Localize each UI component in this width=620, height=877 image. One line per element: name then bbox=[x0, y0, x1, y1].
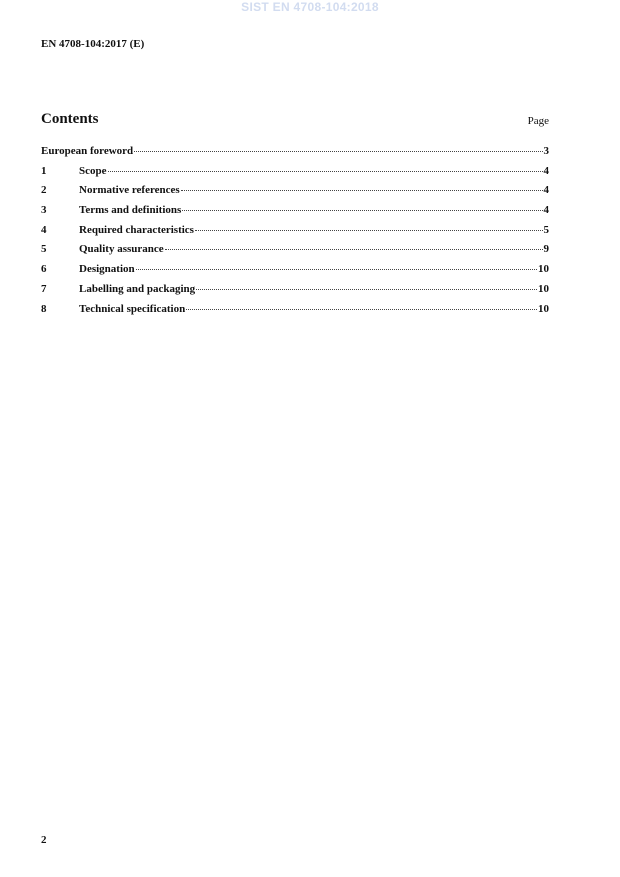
toc-entry-page: 5 bbox=[543, 223, 549, 236]
watermark: SIST EN 4708-104:2018 bbox=[241, 0, 379, 14]
toc-entry-number: 4 bbox=[41, 223, 47, 236]
toc-leader-dots bbox=[108, 171, 543, 172]
toc-entry-title: Terms and definitions bbox=[79, 204, 182, 217]
toc-entry-number: 3 bbox=[41, 204, 47, 217]
toc-entry-title: European foreword bbox=[41, 145, 134, 157]
toc-entry-page: 4 bbox=[543, 204, 549, 217]
toc-leader-dots bbox=[186, 309, 537, 310]
toc-entry-title: Technical specification bbox=[79, 302, 186, 315]
toc-entry-title: Scope bbox=[79, 164, 107, 177]
toc-entry-title: Required characteristics bbox=[79, 223, 194, 236]
toc-entry-required-characteristics[interactable] bbox=[41, 224, 549, 244]
page-number: 2 bbox=[41, 834, 47, 846]
toc-entry-title: Quality assurance bbox=[79, 243, 164, 256]
toc-leader-dots bbox=[136, 269, 537, 270]
toc-entry-number: 6 bbox=[41, 263, 47, 276]
toc-leader-dots bbox=[196, 289, 537, 290]
document-id: EN 4708-104:2017 (E) bbox=[41, 38, 145, 50]
toc-entry-number: 2 bbox=[41, 184, 47, 197]
toc-leader-dots bbox=[134, 151, 542, 152]
toc-entry-page: 9 bbox=[543, 243, 549, 256]
toc-entry-designation[interactable] bbox=[41, 263, 549, 283]
toc-entry-page: 10 bbox=[538, 282, 549, 295]
toc-entry-european-foreword[interactable] bbox=[41, 145, 549, 165]
toc-entry-page: 10 bbox=[538, 302, 549, 315]
toc-entry-technical-specification[interactable] bbox=[41, 303, 549, 323]
toc-entry-terms-and-definitions[interactable] bbox=[41, 204, 549, 224]
page-column-label: Page bbox=[527, 115, 549, 127]
toc-leader-dots bbox=[182, 210, 542, 211]
toc-leader-dots bbox=[195, 230, 543, 231]
toc-entry-quality-assurance[interactable] bbox=[41, 243, 549, 263]
toc-entry-number: 7 bbox=[41, 282, 47, 295]
toc-entry-normative-references[interactable] bbox=[41, 184, 549, 204]
toc-entry-scope[interactable] bbox=[41, 165, 549, 185]
toc-entry-number: 8 bbox=[41, 302, 47, 315]
toc-entry-page: 10 bbox=[538, 263, 549, 276]
toc-leader-dots bbox=[181, 190, 543, 191]
toc-entry-title: Designation bbox=[79, 263, 135, 276]
toc-entry-number: 1 bbox=[41, 164, 47, 177]
toc-entry-page: 4 bbox=[543, 164, 549, 177]
toc-entry-number: 5 bbox=[41, 243, 47, 256]
toc-entry-page: 4 bbox=[543, 184, 549, 197]
toc-entry-title: Labelling and packaging bbox=[79, 282, 196, 295]
table-of-contents bbox=[41, 145, 549, 322]
toc-leader-dots bbox=[165, 249, 543, 250]
toc-entry-page: 3 bbox=[543, 145, 549, 157]
toc-entry-title: Normative references bbox=[79, 184, 180, 197]
toc-entry-labelling-and-packaging[interactable] bbox=[41, 283, 549, 303]
contents-heading: Contents bbox=[41, 111, 99, 127]
